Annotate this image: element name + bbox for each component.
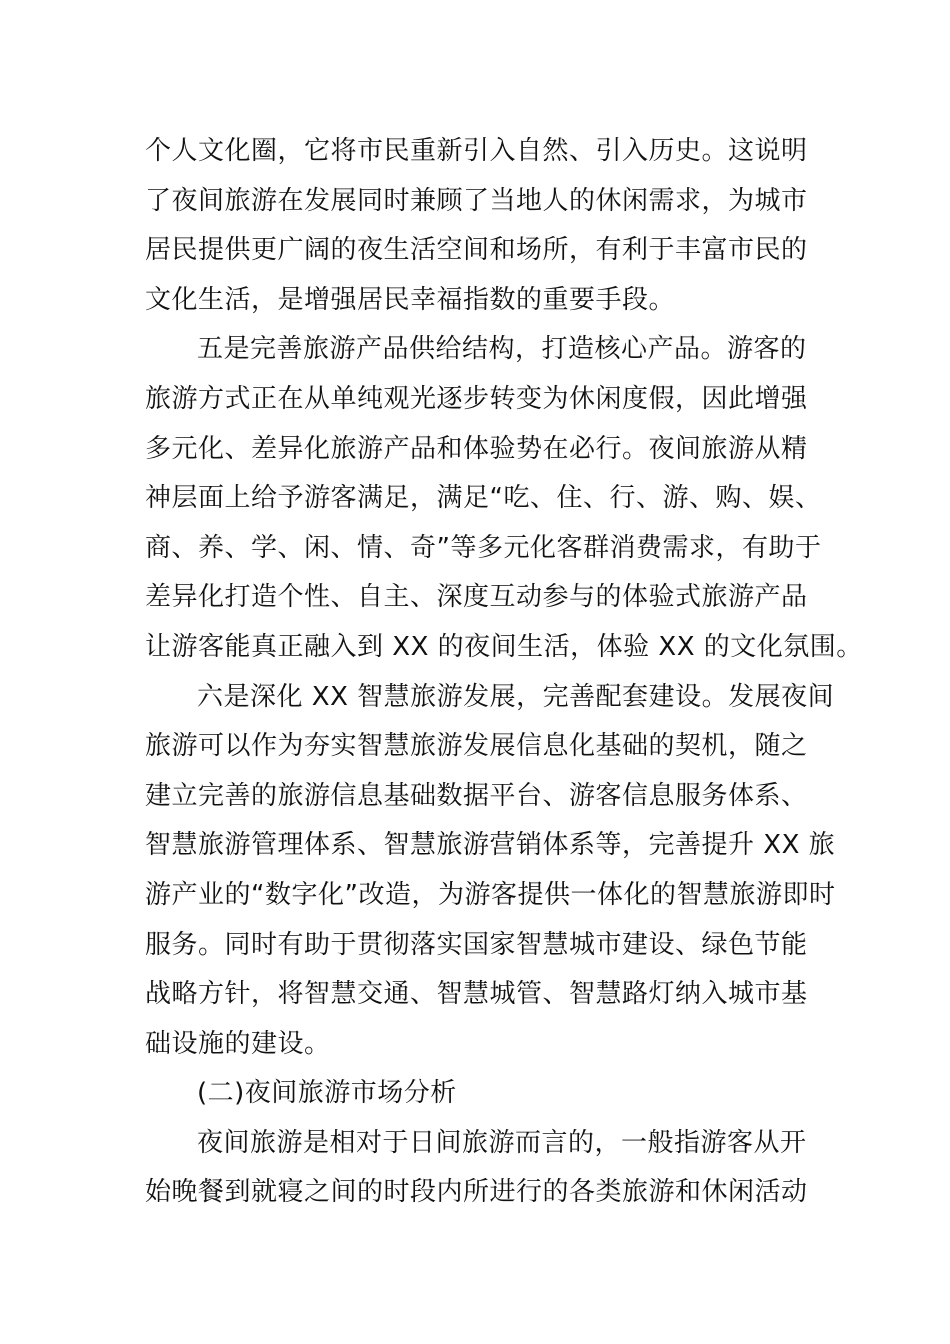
text-line: 建立完善的旅游信息基础数据平台、游客信息服务体系、 <box>145 780 808 811</box>
text-line: 文化生活，是增强居民幸福指数的重要手段。 <box>145 284 676 315</box>
text-line: 神层面上给予游客满足，满足“吃、住、行、游、购、娱、 <box>145 483 822 514</box>
text-line: 服务。同时有助于贯彻落实国家智慧城市建设、绿色节能 <box>145 929 808 960</box>
text-line: 战略方针，将智慧交通、智慧城管、智慧路灯纳入城市基 <box>145 979 808 1010</box>
text-line: 础设施的建设。 <box>145 1028 331 1059</box>
paragraph-start-line: 六是深化 XX 智慧旅游发展，完善配套建设。发展夜间 <box>197 681 835 712</box>
text-line: 智慧旅游管理体系、智慧旅游营销体系等，完善提升 XX 旅 <box>145 830 836 861</box>
text-line: 商、养、学、闲、情、奇”等多元化客群消费需求，有助于 <box>145 532 822 563</box>
text-line: 多元化、差异化旅游产品和体验势在必行。夜间旅游从精 <box>145 433 808 464</box>
body-text <box>145 127 863 1218</box>
text-line: 旅游方式正在从单纯观光逐步转变为休闲度假，因此增强 <box>145 383 808 414</box>
paragraph-start-line: 夜间旅游是相对于日间旅游而言的，一般指游客从开 <box>197 1127 807 1158</box>
section-heading: (二)夜间旅游市场分析 <box>197 1078 457 1109</box>
text-line: 差异化打造个性、自主、深度互动参与的体验式旅游产品 <box>145 582 808 613</box>
paragraph-start-line: 五是完善旅游产品供给结构，打造核心产品。游客的 <box>197 334 807 365</box>
text-line: 个人文化圈，它将市民重新引入自然、引入历史。这说明 <box>145 136 808 166</box>
text-line: 了夜间旅游在发展同时兼顾了当地人的休闲需求，为城市 <box>145 185 808 216</box>
text-line: 始晚餐到就寝之间的时段内所进行的各类旅游和休闲活动 <box>145 1177 808 1208</box>
text-line: 游产业的“数字化”改造，为游客提供一体化的智慧旅游即时 <box>145 879 836 910</box>
text-line: 旅游可以作为夯实智慧旅游发展信息化基础的契机，随之 <box>145 731 808 762</box>
text-line: 居民提供更广阔的夜生活空间和场所，有利于丰富市民的 <box>145 235 808 266</box>
text-line: 让游客能真正融入到 XX 的夜间生活，体验 XX 的文化氛围。 <box>145 631 863 662</box>
